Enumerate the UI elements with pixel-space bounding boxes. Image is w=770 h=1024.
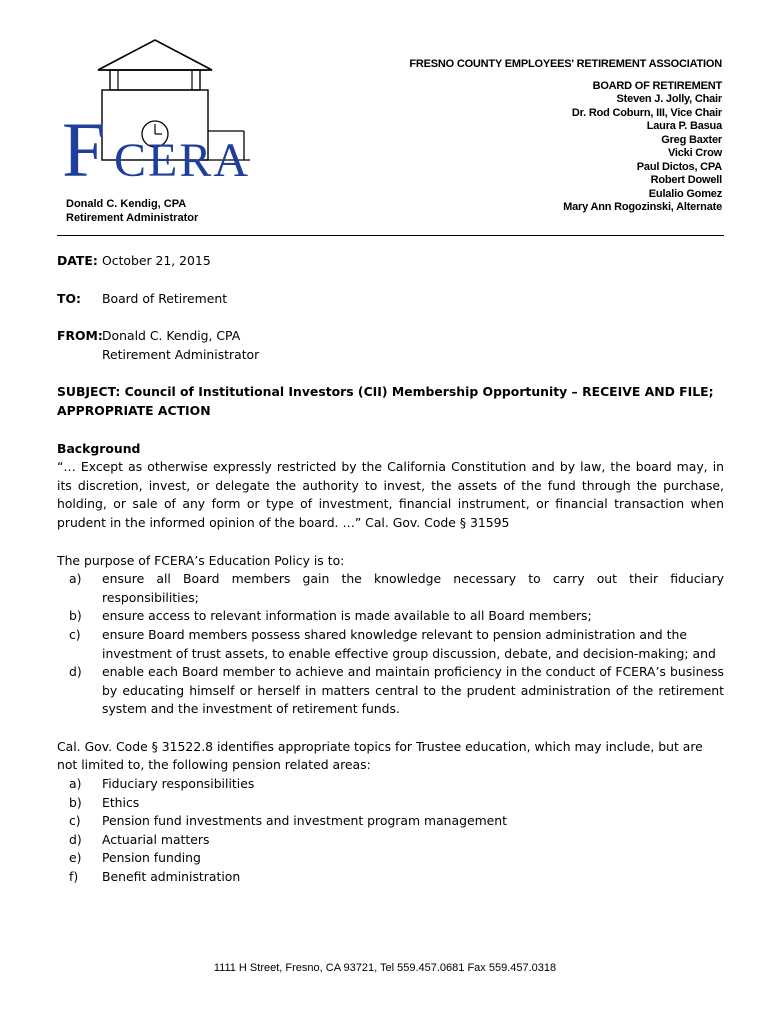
org-header-block — [409, 58, 722, 215]
section-heading: Background — [57, 440, 141, 456]
board-title: BOARD OF RETIREMENT — [592, 79, 722, 92]
memo-body — [57, 252, 724, 887]
list-marker: a) — [69, 776, 82, 792]
list-item — [69, 794, 724, 813]
date-label: DATE: — [57, 253, 98, 268]
list-item — [69, 607, 724, 626]
code-quote: “… Except as otherwise expressly restricted by the California Constitution and by law, the board may, in its discretion, invest, or delegate the authority to invest, the assets of the fund through the purchase, holding, or sale of any form or type of investment, financial instrument, or financial transaction when prudent in the informed opinion of the board. …” Cal. Gov. Code § 31595 — [57, 459, 724, 530]
admin-title: Retirement Administrator — [66, 212, 199, 224]
purpose-list — [57, 570, 724, 719]
list-item — [69, 570, 724, 607]
list-item-text: Ethics — [102, 794, 140, 810]
date-value: October 21, 2015 — [102, 253, 211, 268]
list-item — [69, 868, 724, 887]
list-item — [69, 775, 724, 794]
list-marker: e) — [69, 850, 82, 866]
building-logo-icon — [58, 36, 258, 186]
list-item-text: Pension funding — [102, 850, 201, 866]
purpose-intro: The purpose of FCERA’s Education Policy is to: — [57, 552, 345, 568]
list-item-text: Actuarial matters — [102, 831, 210, 847]
board-member: Vicki Crow — [667, 147, 722, 159]
list-marker: c) — [69, 813, 81, 829]
date-row — [57, 252, 724, 271]
list-item-text: enable each Board member to achieve and maintain proficiency in the conduct of FCERA’s business by educating himself or herself in matters central to the prudent administration of the retirement system and the investment of retirement funds. — [102, 664, 724, 717]
topics-list — [57, 775, 724, 887]
board-member: Dr. Rod Coburn, III, Vice Chair — [571, 106, 722, 119]
list-item-text: Pension fund investments and investment program management — [102, 813, 508, 829]
board-member: Mary Ann Rogozinski, Alternate — [563, 201, 722, 213]
list-marker: f) — [69, 869, 79, 885]
to-row — [57, 290, 724, 309]
list-item — [69, 849, 724, 868]
list-item — [69, 626, 724, 663]
list-item-text: ensure all Board members gain the knowledge necessary to carry out their fiduciary responsibilities; — [102, 571, 724, 605]
footer-address: 1111 H Street, Fresno, CA 93721, Tel 559.457.0681 Fax 559.457.0318 — [213, 962, 557, 974]
list-item-text: ensure access to relevant information is made available to all Board members; — [102, 608, 592, 624]
admin-block — [66, 197, 198, 225]
list-item — [69, 663, 724, 719]
subject-line: SUBJECT: Council of Institutional Investors (CII) Membership Opportunity – RECEIVE AND FILE; — [57, 384, 714, 400]
header-divider — [57, 235, 724, 236]
svg-text:CERA: CERA — [114, 134, 251, 186]
from-label: FROM: — [57, 328, 103, 344]
board-member: Robert Dowell — [650, 174, 722, 186]
subject-line-2: APPROPRIATE ACTION — [57, 402, 211, 418]
admin-name: Donald C. Kendig, CPA — [66, 198, 187, 210]
list-marker: b) — [69, 794, 82, 810]
list-marker: d) — [69, 831, 82, 847]
logo-f-letter: F — [62, 106, 106, 186]
fcera-logo — [58, 36, 258, 186]
list-marker: c) — [69, 626, 81, 642]
list-marker: b) — [69, 608, 82, 624]
board-member: Eulalio Gomez — [648, 187, 722, 200]
list-marker: a) — [69, 571, 82, 587]
list-item — [69, 812, 724, 831]
from-row — [57, 327, 724, 346]
list-marker: d) — [69, 664, 82, 680]
board-member: Laura P. Basua — [646, 120, 722, 132]
to-value: Board of Retirement — [102, 290, 228, 306]
list-item — [69, 831, 724, 850]
list-item-text: ensure Board members possess shared knowledge relevant to pension administration and the investment of trust assets, to enable effective group discussion, debate, and decision-making; and — [102, 626, 716, 661]
from-title-row — [57, 346, 724, 365]
code-intro: Cal. Gov. Code § 31522.8 identifies appropriate topics for Trustee education, which may include, but are not limited to, the following pension related areas: — [57, 738, 703, 773]
org-name: FRESNO COUNTY EMPLOYEES' RETIREMENT ASSOCIATION — [409, 58, 722, 70]
board-member: Greg Baxter — [661, 133, 722, 146]
list-item-text: Fiduciary responsibilities — [102, 776, 255, 792]
to-label: TO: — [57, 290, 81, 306]
board-member: Paul Dictos, CPA — [636, 160, 722, 173]
from-title: Retirement Administrator — [102, 346, 260, 362]
list-item-text: Benefit administration — [102, 869, 241, 885]
board-member: Steven J. Jolly, Chair — [616, 93, 722, 105]
from-name: Donald C. Kendig, CPA — [102, 328, 241, 344]
